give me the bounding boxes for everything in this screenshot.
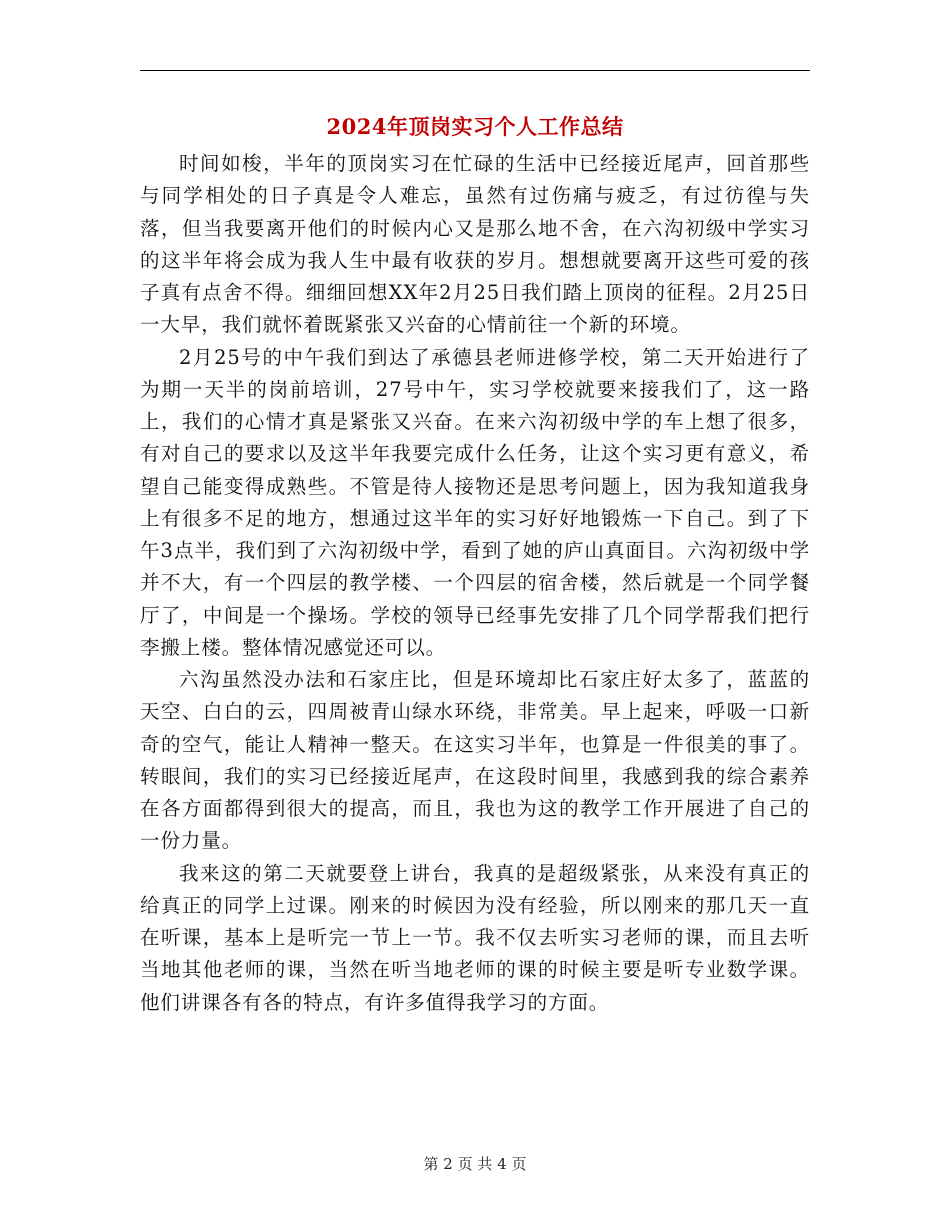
header-rule	[140, 70, 810, 71]
paragraph: 我来这的第二天就要登上讲台，我真的是超级紧张，从来没有真正的给真正的同学上过课。刚来的时候因为没有经验，所以刚来的那几天一直在听课，基本上是听完一节上一节。我不仅去听实习老师的课，而且去听当地其他老师的课，当然在听当地老师的课的时候主要是听专业数学课。他们讲课各有各的特点，有许多值得我学习的方面。	[140, 861, 810, 1014]
page-footer	[0, 1152, 950, 1176]
paragraph: 2月25号的中午我们到达了承德县老师进修学校，第二天开始进行了为期一天半的岗前培训，27号中午，实习学校就要来接我们了，这一路上，我们的心情才真是紧张又兴奋。在来六沟初级中学的车上想了很多，有对自己的要求以及这半年我要完成什么任务，让这个实习更有意义，希望自己能变得成熟些。不管是待人接物还是思考问题上，因为我知道我身上有很多不足的地方，想通过这半年的实习好好地锻炼一下自己。到了下午3点半，我们到了六沟初级中学，看到了她的庐山真面目。六沟初级中学并不大，有一个四层的教学楼、一个四层的宿舍楼，然后就是一个同学餐厅了，中间是一个操场。学校的领导已经事先安排了几个同学帮我们把行李搬上楼。整体情况感觉还可以。	[140, 345, 810, 659]
paragraph: 六沟虽然没办法和石家庄比，但是环境却比石家庄好太多了，蓝蓝的天空、白白的云，四周被青山绿水环绕，非常美。早上起来，呼吸一口新奇的空气，能让人精神一整天。在这实习半年，也算是一件很美的事了。转眼间，我们的实习已经接近尾声，在这段时间里，我感到我的综合素养在各方面都得到很大的提高，而且，我也为这的教学工作开展进了自己的一份力量。	[140, 668, 810, 853]
page-number-label: 第 2 页 共 4 页	[423, 1155, 527, 1173]
paragraph: 时间如梭，半年的顶岗实习在忙碌的生活中已经接近尾声，回首那些与同学相处的日子真是令人难忘，虽然有过伤痛与疲乏，有过彷徨与失落，但当我要离开他们的时候内心又是那么地不舍，在六沟初级中学实习的这半年将会成为我人生中最有收获的岁月。想想就要离开这些可爱的孩子真有点舍不得。细细回想XX年2月25日我们踏上顶岗的征程。2月25日一大早，我们就怀着既紧张又兴奋的心情前往一个新的环境。	[140, 152, 810, 337]
document-body	[140, 148, 810, 1019]
document-title: 2024年顶岗实习个人工作总结	[326, 114, 624, 139]
